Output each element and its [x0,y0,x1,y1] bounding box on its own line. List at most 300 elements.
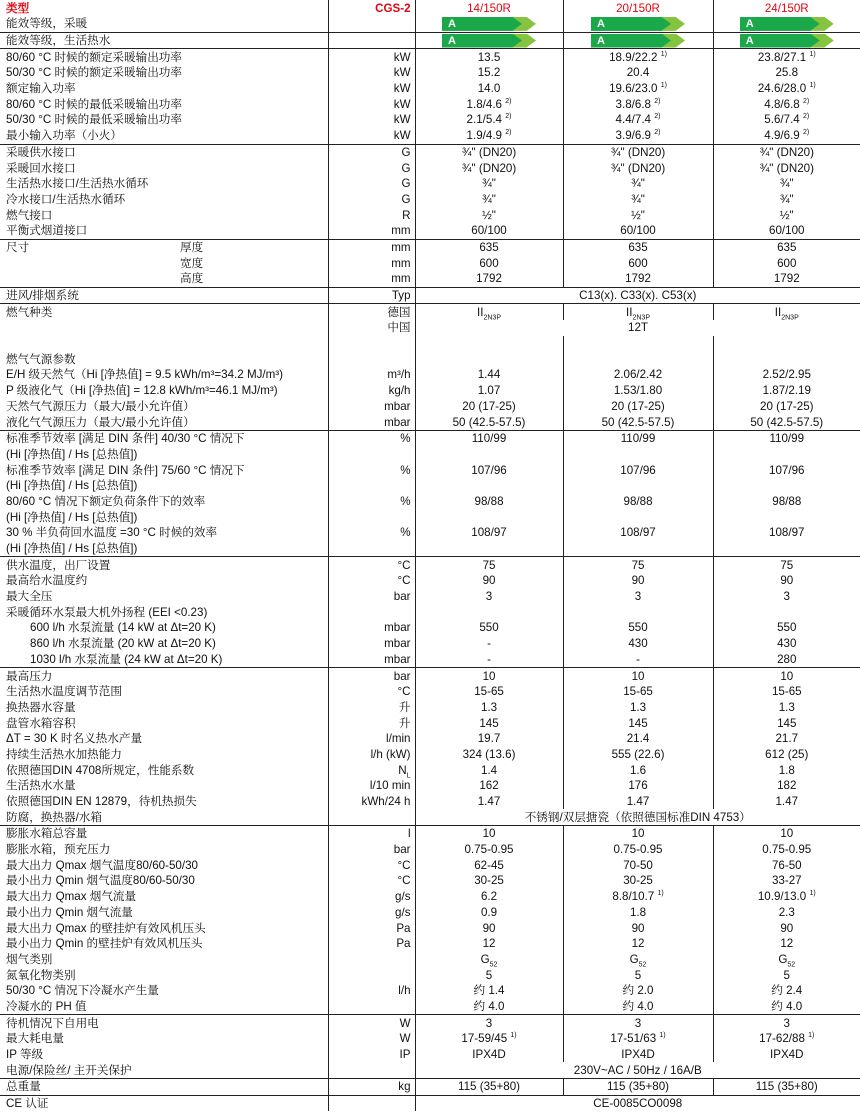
row-span-value: C13(x). C33(x). C53(x) [415,287,860,304]
row-value [415,589,563,605]
unit-text: 中国 [387,321,411,335]
value-text: 0.75-0.95 [464,843,514,857]
value-text: 612 (25) [765,747,809,761]
row-value [415,794,563,810]
value-text: 1792 [773,272,800,286]
row-value [713,239,860,255]
unit-text: l/10 min [369,779,411,793]
value-text: 12 [631,937,645,951]
row-value [415,351,563,367]
row-unit [328,731,415,747]
row-unit [328,430,415,446]
row-label: 依照德国DIN EN 12879，待机热损失 [6,795,197,809]
row-value [415,652,563,668]
table-row [0,336,860,352]
row-value [563,1031,713,1047]
value-text: ¾" [631,177,645,191]
value-text: 3 [783,1016,790,1030]
row-label: 供水温度，出厂设置 [0,557,328,573]
value-text: 60/100 [620,224,656,238]
row-value [563,207,713,223]
value-text: 108/97 [471,526,507,540]
value-text: 90 [482,574,496,588]
row-value [563,192,713,208]
row-unit [328,604,415,620]
row-label: 依照德国DIN 4708所规定，性能系数 [6,763,195,777]
unit-text: kW [393,66,411,80]
value-text: 5 [634,968,642,982]
value-text: 15-65 [474,685,504,699]
table-row [0,952,860,968]
value-text: 约 2.4 [771,984,803,998]
unit-text: kWh/24 h [361,795,411,809]
row-label: E/H 级天然气（Hi [净热值] = 9.5 kWh/m³=34.2 MJ/m³) [6,368,283,382]
gas-main: II [477,305,484,319]
row-value [713,304,860,320]
row-unit [328,1062,415,1078]
value-text: ½" [779,208,794,222]
row-value [563,700,713,716]
energy-class-value: A [597,34,605,47]
table-row [0,320,860,336]
row-unit [328,192,415,208]
row-label: 冷水接口/生活热水循环 [6,192,126,206]
row-unit [328,857,415,873]
table-row [0,351,860,367]
table-row [0,287,860,304]
row-value [713,778,860,794]
row-value [563,826,713,842]
value-text: 18.9/22.2 [609,50,658,64]
row-value [563,668,713,684]
row-label: 600 l/h 水泵流量 (14 kW at Δt=20 K) [30,621,216,635]
gas-main: G [778,952,788,966]
value-text: 1.07 [477,384,501,398]
value-text: ¾" [482,177,496,191]
table-row [0,700,860,716]
row-value [563,794,713,810]
row-label: 燃气气源参数 [6,352,76,366]
footnote-mark: 2) [803,113,810,121]
row-unit [328,239,415,255]
row-unit [328,1015,415,1031]
table-row [0,557,860,573]
row-label: ΔT = 30 K 时名义热水产量 [6,732,143,746]
row-label: 膨胀水箱总容量 [0,826,328,842]
unit-subscript: L [406,771,411,778]
row-unit [328,112,415,128]
value-text: 14.0 [477,82,501,96]
row-unit [328,920,415,936]
row-unit [328,557,415,573]
row-label: 最大出力 Qmax 烟气温度80/60-50/30 [6,858,198,872]
row-value [713,192,860,208]
row-value [563,304,713,320]
value-text: 15-65 [771,685,802,699]
row-value [713,223,860,239]
table-row [0,573,860,589]
row-value [713,1015,860,1031]
row-value [713,462,860,478]
gas-subscript: 2N3P [483,314,501,321]
gas-subscript: 52 [787,961,796,968]
value-text: 50 (42.5-57.5) [452,415,526,429]
value-text: 600 [777,256,797,270]
value-text: - [487,652,491,666]
row-value [713,573,860,589]
row-unit [328,16,415,32]
row-unit [328,49,415,65]
row-value [415,430,563,446]
table-row [0,936,860,952]
unit-text: 升 [398,700,411,714]
row-unit [328,478,415,494]
row-value [563,999,713,1015]
value-text: 21.7 [775,732,799,746]
value-text: 1.47 [477,795,501,809]
model-col-2: 20/150R [563,0,713,16]
footnote-mark: 2) [654,97,661,105]
row-value [415,49,563,65]
value-text: 324 (13.6) [462,747,516,761]
value-text: 5 [783,968,790,982]
table-row [0,1062,860,1078]
row-value [713,65,860,81]
value-text: 75 [631,558,645,572]
unit-text: mm [391,256,411,270]
row-value [713,684,860,700]
row-value [713,494,860,510]
unit-text: mm [391,240,411,254]
row-unit [328,999,415,1015]
row-value [563,620,713,636]
row-value [415,65,563,81]
value-text: ½" [482,208,496,222]
footnote-mark: 1) [808,1032,815,1040]
row-value [415,494,563,510]
footnote-mark: 1) [510,1032,517,1040]
row-value [415,16,563,32]
row-label: 最大全压 [6,590,53,604]
unit-text: mbar [384,652,411,666]
table-row [0,81,860,97]
value-text: 98/88 [772,494,802,508]
row-value [563,557,713,573]
row-label: 30 % 半负荷回水温度 =30 °C 时候的效率 [6,526,218,540]
row-value [415,636,563,652]
table-row [0,636,860,652]
unit-text: l/h [398,984,411,998]
row-value [415,936,563,952]
value-text: ¾" [482,192,496,206]
row-unit [328,589,415,605]
value-text: 90 [482,921,496,935]
row-unit [328,287,415,304]
row-value: 12T [628,321,648,335]
row-unit [328,873,415,889]
value-text: 4.9/6.9 [764,129,800,143]
row-span-value: 230V~AC / 50Hz / 16A/B [573,1063,702,1077]
row-unit [328,842,415,858]
row-value [713,81,860,97]
row-value [415,399,563,415]
row-value [415,700,563,716]
footnote-mark: 2) [505,129,512,137]
table-row [0,112,860,128]
row-value [713,589,860,605]
row-value [563,905,713,921]
row-value [713,351,860,367]
table-row [0,1047,860,1063]
row-value [563,112,713,128]
unit-text: °C [397,558,411,572]
row-value [713,857,860,873]
row-value [563,684,713,700]
table-row [0,304,860,320]
row-value [415,668,563,684]
row-label: 额定输入功率 [6,82,76,96]
unit-text: Pa [396,921,411,935]
unit-text: G [401,161,411,175]
table-row [0,144,860,160]
value-text: 4.8/6.8 [764,97,800,111]
row-unit [328,700,415,716]
row-value [713,176,860,192]
unit-text: °C [397,685,411,699]
model-col-1: 14/150R [415,0,563,16]
row-value [415,525,563,541]
row-value [415,96,563,112]
row-value [415,920,563,936]
row-label: 80/60 °C 时候的额定采暖输出功率 [0,49,328,65]
value-text: ½" [631,208,645,222]
row-value [713,1031,860,1047]
unit-text: 升 [398,716,411,730]
value-text: 60/100 [769,224,805,238]
table-row [0,652,860,668]
row-value [563,636,713,652]
row-value [563,447,713,463]
row-unit [328,144,415,160]
value-text: ¾" (DN20) [610,161,666,175]
row-label: 进风/排烟系统 [0,287,328,304]
value-text: 8.8/10.7 [612,890,655,904]
gas-main: II [774,305,782,319]
row-unit [328,541,415,557]
energy-class-label [591,17,685,31]
row-value [415,573,563,589]
row-value [713,889,860,905]
row-span-value: CE-0085CO0098 [415,1095,860,1111]
energy-class-label [442,17,536,31]
value-text: ¾" (DN20) [461,145,517,159]
row-value [713,762,860,778]
value-text: 约 4.0 [473,999,505,1013]
unit-text: G [401,192,411,206]
row-value [563,414,713,430]
value-text: 5.6/7.4 [764,113,800,127]
row-value [415,160,563,176]
footnote-mark: 2) [803,129,810,137]
row-value [713,1079,860,1096]
value-text: 75 [780,558,794,572]
value-text: 50 (42.5-57.5) [601,415,675,429]
type-label: 类型 [6,1,30,15]
footnote-mark: 2) [654,113,661,121]
row-value [713,715,860,731]
row-value [713,842,860,858]
energy-class-value: A [448,17,456,30]
table-row [0,176,860,192]
row-sublabel: 厚度 [180,239,328,255]
table-row [0,1015,860,1031]
value-text: 30-25 [474,874,504,888]
value-text: 110/99 [471,432,507,446]
value-text: 12 [780,937,794,951]
row-value [713,983,860,999]
unit-text: N [398,763,407,777]
table-row [0,462,860,478]
gas-main: G [480,952,490,966]
table-row [0,207,860,223]
energy-class-value: A [597,17,605,30]
table-row [0,399,860,415]
value-text: 25.8 [775,66,799,80]
row-label: 最大出力 Qmax 烟气流量 [6,890,137,904]
value-text: ¾" (DN20) [461,161,517,175]
row-label: 1030 l/h 水泵流量 (24 kW at Δt=20 K) [30,652,223,666]
table-row [0,509,860,525]
row-value [563,652,713,668]
unit-text: % [400,494,411,508]
value-text: 4.4/7.4 [615,113,652,127]
row-unit [328,1095,415,1111]
value-text: 280 [777,652,797,666]
value-text: 17-51/63 [610,1032,657,1046]
row-label: (Hi [净热值] / Hs [总热值]) [6,510,138,524]
value-text: 10.9/13.0 [757,890,807,904]
value-text: 176 [628,779,648,793]
row-value [563,873,713,889]
table-row [0,809,860,825]
row-value [415,192,563,208]
value-text: 62-45 [474,858,504,872]
value-text: 1.87/2.19 [762,384,811,398]
row-value [563,351,713,367]
row-value [713,430,860,446]
row-value [415,144,563,160]
row-value [713,383,860,399]
table-row [0,999,860,1015]
value-text: 1.8 [778,763,795,777]
row-unit [328,128,415,144]
value-text: 5 [485,968,493,982]
row-unit [328,32,415,49]
row-value [713,936,860,952]
row-value [415,778,563,794]
value-text: 约 4.0 [622,999,654,1013]
row-value [563,541,713,557]
row-value [415,1031,563,1047]
unit-text: l [407,827,411,841]
row-label: 烟气类别 [6,952,53,966]
unit-text: G [401,145,411,159]
row-value [415,271,563,287]
value-text: 2.06/2.42 [613,368,663,382]
footnote-mark: 1) [657,890,664,898]
value-text: 162 [479,779,499,793]
row-value [563,983,713,999]
footnote-mark: 2) [654,129,661,137]
row-label: 生活热水温度调节范围 [6,685,122,699]
value-text: 0.75-0.95 [613,843,663,857]
value-text: 1.3 [480,700,498,714]
row-value [563,399,713,415]
table-row [0,873,860,889]
row-unit [328,494,415,510]
footnote-mark: 1) [660,50,667,58]
unit-text: kW [393,113,411,127]
table-row [0,367,860,383]
row-label: (Hi [净热值] / Hs [总热值]) [6,447,138,461]
table-row [0,684,860,700]
row-value [415,715,563,731]
value-text: 1.4 [480,763,498,777]
unit-text: kW [393,129,411,143]
value-text: 20 (17-25) [760,399,814,413]
value-text: - [487,637,491,651]
row-unit [328,351,415,367]
table-row [0,223,860,239]
row-label: 换热器水容量 [6,700,76,714]
value-text: 1792 [625,272,651,286]
table-row [0,49,860,65]
row-value [563,731,713,747]
value-text: 20.4 [626,66,650,80]
row-label: 天然气气源压力（最大/最小允许值） [6,399,195,413]
row-unit [328,271,415,287]
row-value [713,700,860,716]
row-unit [328,620,415,636]
unit-text: l/min [386,732,411,746]
row-value [415,367,563,383]
row-value [713,525,860,541]
table-row [0,96,860,112]
value-text: 21.4 [626,732,650,746]
row-value [415,1047,563,1063]
gas-subscript: 2N3P [781,314,799,321]
unit-text: mbar [384,637,411,651]
row-unit [328,826,415,842]
row-value [415,383,563,399]
row-value [415,967,563,983]
value-text: ¾" [779,192,794,206]
unit-text: Typ [391,289,411,303]
value-text: 19.7 [477,732,501,746]
row-label: 标准季节效率 [满足 DIN 条件] 40/30 °C 情况下 [0,430,328,446]
row-unit [328,889,415,905]
row-label: 总重量 [0,1079,328,1096]
row-unit [328,399,415,415]
row-value [713,271,860,287]
unit-text: mbar [384,415,411,429]
row-unit [328,414,415,430]
value-text: 635 [777,240,797,254]
row-value [563,573,713,589]
row-value [713,414,860,430]
table-row [0,983,860,999]
row-value [415,620,563,636]
